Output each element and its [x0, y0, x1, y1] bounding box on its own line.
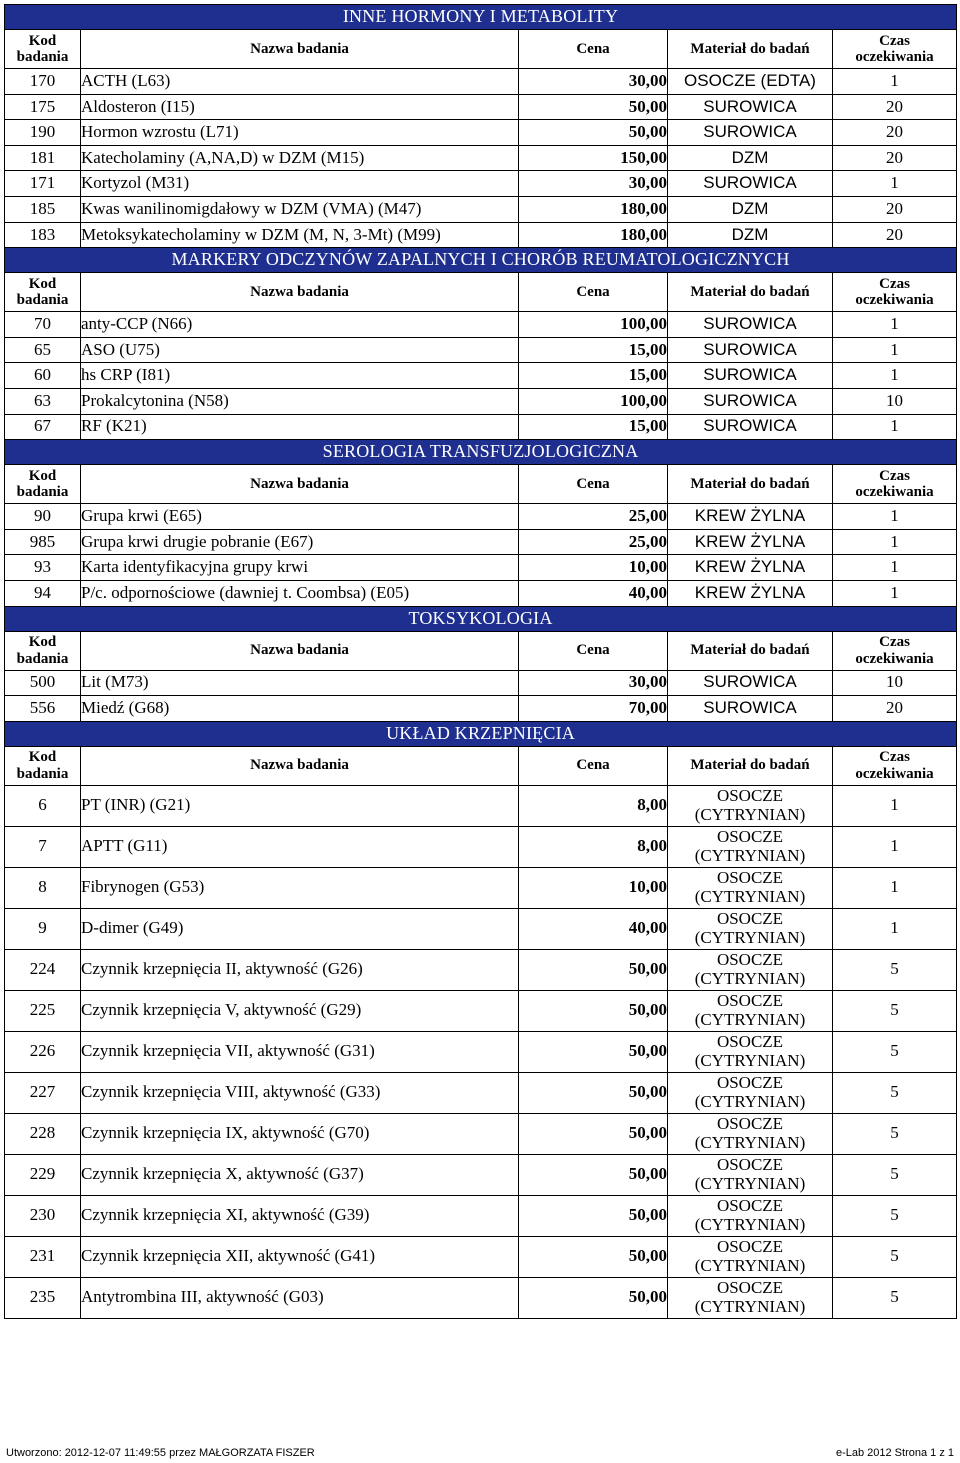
- test-price: 50,00: [519, 949, 668, 990]
- test-wait-time: 5: [833, 1072, 957, 1113]
- test-material: [668, 1072, 833, 1113]
- test-material: KREW ŻYLNA: [668, 504, 833, 530]
- test-name: Czynnik krzepnięcia VII, aktywność (G31): [81, 1031, 519, 1072]
- test-code: 226: [5, 1031, 81, 1072]
- material-line-2: (CYTRYNIAN): [694, 1296, 806, 1316]
- test-code: 181: [5, 145, 81, 171]
- material-line-1: OSOCZE: [716, 991, 784, 1010]
- section-title-row: [5, 5, 957, 30]
- header-material: Materiał do badań: [668, 273, 833, 312]
- test-price: 25,00: [519, 529, 668, 555]
- test-price: 180,00: [519, 222, 668, 248]
- test-name: ASO (U75): [81, 337, 519, 363]
- test-material: [668, 867, 833, 908]
- test-name: P/c. odpornościowe (dawniej t. Coombsa) (E05): [81, 580, 519, 606]
- test-wait-time: 1: [833, 337, 957, 363]
- test-wait-time: 1: [833, 414, 957, 440]
- test-code: 67: [5, 414, 81, 440]
- table-row: [5, 120, 957, 146]
- test-code: 229: [5, 1154, 81, 1195]
- header-price: Cena: [519, 465, 668, 504]
- test-name: APTT (G11): [81, 826, 519, 867]
- section-title: SEROLOGIA TRANSFUZJOLOGICZNA: [5, 440, 957, 465]
- material-line-2: (CYTRYNIAN): [694, 1091, 806, 1111]
- header-code: Kod badania: [5, 465, 81, 504]
- test-wait-time: 1: [833, 580, 957, 606]
- test-code: 230: [5, 1195, 81, 1236]
- material-line-2: (CYTRYNIAN): [694, 1173, 806, 1193]
- test-name: Karta identyfikacyjna grupy krwi: [81, 555, 519, 581]
- table-row: [5, 312, 957, 338]
- test-name: Katecholaminy (A,NA,D) w DZM (M15): [81, 145, 519, 171]
- test-price: 150,00: [519, 145, 668, 171]
- test-wait-time: 20: [833, 94, 957, 120]
- material-line-2: (CYTRYNIAN): [694, 968, 806, 988]
- test-name: Hormon wzrostu (L71): [81, 120, 519, 146]
- table-row: [5, 69, 957, 95]
- table-row: [5, 504, 957, 530]
- test-material: [668, 1236, 833, 1277]
- test-name: Czynnik krzepnięcia IX, aktywność (G70): [81, 1113, 519, 1154]
- test-code: 171: [5, 171, 81, 197]
- header-name: Nazwa badania: [81, 746, 519, 785]
- test-code: 190: [5, 120, 81, 146]
- material-line-1: OSOCZE: [716, 1196, 784, 1215]
- header-name: Nazwa badania: [81, 465, 519, 504]
- test-price: 180,00: [519, 196, 668, 222]
- test-material: SUROWICA: [668, 696, 833, 722]
- test-price: 8,00: [519, 826, 668, 867]
- test-price: 50,00: [519, 1236, 668, 1277]
- table-row: [5, 337, 957, 363]
- price-list-document: [4, 4, 956, 1319]
- table-row: [5, 94, 957, 120]
- test-name: anty-CCP (N66): [81, 312, 519, 338]
- test-code: 170: [5, 69, 81, 95]
- test-price: 70,00: [519, 696, 668, 722]
- test-wait-time: 5: [833, 1236, 957, 1277]
- test-material: DZM: [668, 196, 833, 222]
- table-row: [5, 363, 957, 389]
- table-row: [5, 1195, 957, 1236]
- test-name: Grupa krwi drugie pobranie (E67): [81, 529, 519, 555]
- section-title: UKŁAD KRZEPNIĘCIA: [5, 721, 957, 746]
- test-material: SUROWICA: [668, 312, 833, 338]
- table-row: [5, 949, 957, 990]
- test-name: Fibrynogen (G53): [81, 867, 519, 908]
- table-row: [5, 696, 957, 722]
- test-material: KREW ŻYLNA: [668, 529, 833, 555]
- test-name: Czynnik krzepnięcia II, aktywność (G26): [81, 949, 519, 990]
- test-material: [668, 1195, 833, 1236]
- footer-created-info: Utworzono: 2012-12-07 11:49:55 przez MAŁGORZATA FISZER: [6, 1447, 315, 1459]
- table-row: [5, 1072, 957, 1113]
- test-wait-time: 1: [833, 785, 957, 826]
- test-name: D-dimer (G49): [81, 908, 519, 949]
- test-wait-time: 5: [833, 949, 957, 990]
- test-material: [668, 1113, 833, 1154]
- test-price: 100,00: [519, 388, 668, 414]
- test-wait-time: 5: [833, 990, 957, 1031]
- test-name: Czynnik krzepnięcia VIII, aktywność (G33): [81, 1072, 519, 1113]
- test-name: Grupa krwi (E65): [81, 504, 519, 530]
- test-material: OSOCZE (EDTA): [668, 69, 833, 95]
- test-code: 175: [5, 94, 81, 120]
- header-time: Czas oczekiwania: [833, 631, 957, 670]
- section-title-row: [5, 721, 957, 746]
- column-header-row: [5, 465, 957, 504]
- test-wait-time: 5: [833, 1195, 957, 1236]
- test-material: [668, 949, 833, 990]
- test-wait-time: 1: [833, 504, 957, 530]
- test-code: 8: [5, 867, 81, 908]
- test-name: PT (INR) (G21): [81, 785, 519, 826]
- price-table: [4, 4, 957, 1319]
- test-code: 94: [5, 580, 81, 606]
- test-code: 93: [5, 555, 81, 581]
- test-material: SUROWICA: [668, 120, 833, 146]
- test-price: 50,00: [519, 1277, 668, 1318]
- test-code: 235: [5, 1277, 81, 1318]
- test-code: 985: [5, 529, 81, 555]
- test-code: 500: [5, 670, 81, 696]
- material-line-1: OSOCZE: [716, 1237, 784, 1256]
- test-price: 30,00: [519, 69, 668, 95]
- test-price: 40,00: [519, 580, 668, 606]
- test-name: Kwas wanilinomigdałowy w DZM (VMA) (M47): [81, 196, 519, 222]
- test-code: 183: [5, 222, 81, 248]
- table-row: [5, 388, 957, 414]
- test-name: Miedź (G68): [81, 696, 519, 722]
- test-name: Aldosteron (I15): [81, 94, 519, 120]
- header-name: Nazwa badania: [81, 273, 519, 312]
- test-code: 60: [5, 363, 81, 389]
- test-code: 65: [5, 337, 81, 363]
- table-row: [5, 171, 957, 197]
- material-line-1: OSOCZE: [716, 1073, 784, 1092]
- test-code: 228: [5, 1113, 81, 1154]
- header-code: Kod badania: [5, 30, 81, 69]
- material-line-1: OSOCZE: [716, 1155, 784, 1174]
- material-line-1: OSOCZE: [716, 909, 784, 928]
- test-wait-time: 1: [833, 867, 957, 908]
- test-material: [668, 1031, 833, 1072]
- test-code: 6: [5, 785, 81, 826]
- column-header-row: [5, 30, 957, 69]
- table-row: [5, 1113, 957, 1154]
- test-price: 10,00: [519, 555, 668, 581]
- test-price: 50,00: [519, 1072, 668, 1113]
- header-price: Cena: [519, 273, 668, 312]
- test-price: 8,00: [519, 785, 668, 826]
- table-row: [5, 785, 957, 826]
- test-wait-time: 20: [833, 196, 957, 222]
- test-material: SUROWICA: [668, 337, 833, 363]
- test-price: 100,00: [519, 312, 668, 338]
- test-wait-time: 20: [833, 145, 957, 171]
- header-time: Czas oczekiwania: [833, 273, 957, 312]
- section-title: TOKSYKOLOGIA: [5, 606, 957, 631]
- section-title: INNE HORMONY I METABOLITY: [5, 5, 957, 30]
- test-price: 15,00: [519, 414, 668, 440]
- test-price: 50,00: [519, 1031, 668, 1072]
- test-wait-time: 5: [833, 1113, 957, 1154]
- test-wait-time: 1: [833, 826, 957, 867]
- column-header-row: [5, 631, 957, 670]
- test-material: KREW ŻYLNA: [668, 555, 833, 581]
- table-row: [5, 990, 957, 1031]
- test-price: 50,00: [519, 1195, 668, 1236]
- section-title-row: [5, 248, 957, 273]
- test-code: 70: [5, 312, 81, 338]
- header-name: Nazwa badania: [81, 631, 519, 670]
- table-row: [5, 908, 957, 949]
- table-row: [5, 145, 957, 171]
- header-material: Materiał do badań: [668, 746, 833, 785]
- test-price: 30,00: [519, 670, 668, 696]
- table-row: [5, 826, 957, 867]
- material-line-1: OSOCZE: [716, 950, 784, 969]
- table-row: [5, 1031, 957, 1072]
- test-name: Czynnik krzepnięcia V, aktywność (G29): [81, 990, 519, 1031]
- test-price: 50,00: [519, 120, 668, 146]
- test-price: 30,00: [519, 171, 668, 197]
- test-name: Prokalcytonina (N58): [81, 388, 519, 414]
- test-code: 90: [5, 504, 81, 530]
- test-wait-time: 1: [833, 529, 957, 555]
- test-material: DZM: [668, 222, 833, 248]
- test-price: 50,00: [519, 94, 668, 120]
- test-code: 185: [5, 196, 81, 222]
- test-code: 227: [5, 1072, 81, 1113]
- section-title: MARKERY ODCZYNÓW ZAPALNYCH I CHORÓB REUMATOLOGICZNYCH: [5, 248, 957, 273]
- test-material: SUROWICA: [668, 388, 833, 414]
- test-material: [668, 785, 833, 826]
- test-material: SUROWICA: [668, 414, 833, 440]
- material-line-2: (CYTRYNIAN): [694, 1214, 806, 1234]
- header-material: Materiał do badań: [668, 465, 833, 504]
- test-code: 556: [5, 696, 81, 722]
- test-price: 15,00: [519, 363, 668, 389]
- header-code: Kod badania: [5, 746, 81, 785]
- material-line-2: (CYTRYNIAN): [694, 1255, 806, 1275]
- material-line-2: (CYTRYNIAN): [694, 927, 806, 947]
- test-name: Kortyzol (M31): [81, 171, 519, 197]
- header-time: Czas oczekiwania: [833, 465, 957, 504]
- test-name: Lit (M73): [81, 670, 519, 696]
- table-row: [5, 555, 957, 581]
- table-row: [5, 1236, 957, 1277]
- header-price: Cena: [519, 631, 668, 670]
- test-wait-time: 1: [833, 908, 957, 949]
- test-price: 50,00: [519, 1113, 668, 1154]
- test-wait-time: 20: [833, 222, 957, 248]
- test-price: 10,00: [519, 867, 668, 908]
- test-material: [668, 990, 833, 1031]
- test-material: [668, 826, 833, 867]
- test-code: 231: [5, 1236, 81, 1277]
- test-wait-time: 1: [833, 312, 957, 338]
- section-title-row: [5, 440, 957, 465]
- material-line-2: (CYTRYNIAN): [694, 886, 806, 906]
- material-line-1: OSOCZE: [716, 868, 784, 887]
- table-row: [5, 414, 957, 440]
- header-time: Czas oczekiwania: [833, 30, 957, 69]
- test-price: 50,00: [519, 990, 668, 1031]
- test-code: 224: [5, 949, 81, 990]
- header-price: Cena: [519, 746, 668, 785]
- column-header-row: [5, 273, 957, 312]
- test-material: SUROWICA: [668, 363, 833, 389]
- table-row: [5, 670, 957, 696]
- test-name: Metoksykatecholaminy w DZM (M, N, 3-Mt) (M99): [81, 222, 519, 248]
- test-wait-time: 5: [833, 1031, 957, 1072]
- table-row: [5, 222, 957, 248]
- test-name: Czynnik krzepnięcia XII, aktywność (G41): [81, 1236, 519, 1277]
- test-name: Czynnik krzepnięcia X, aktywność (G37): [81, 1154, 519, 1195]
- footer-page-info: e-Lab 2012 Strona 1 z 1: [835, 1447, 954, 1459]
- test-price: 25,00: [519, 504, 668, 530]
- test-wait-time: 1: [833, 363, 957, 389]
- material-line-1: OSOCZE: [716, 786, 784, 805]
- test-material: KREW ŻYLNA: [668, 580, 833, 606]
- material-line-1: OSOCZE: [716, 827, 784, 846]
- material-line-1: OSOCZE: [716, 1032, 784, 1051]
- header-name: Nazwa badania: [81, 30, 519, 69]
- table-row: [5, 529, 957, 555]
- test-price: 15,00: [519, 337, 668, 363]
- test-wait-time: 10: [833, 388, 957, 414]
- header-price: Cena: [519, 30, 668, 69]
- table-row: [5, 867, 957, 908]
- test-material: SUROWICA: [668, 94, 833, 120]
- test-material: DZM: [668, 145, 833, 171]
- test-code: 9: [5, 908, 81, 949]
- material-line-2: (CYTRYNIAN): [694, 1050, 806, 1070]
- material-line-2: (CYTRYNIAN): [694, 1132, 806, 1152]
- section-title-row: [5, 606, 957, 631]
- test-wait-time: 1: [833, 171, 957, 197]
- table-row: [5, 580, 957, 606]
- test-wait-time: 20: [833, 120, 957, 146]
- material-line-2: (CYTRYNIAN): [694, 804, 806, 824]
- test-code: 225: [5, 990, 81, 1031]
- header-material: Materiał do badań: [668, 30, 833, 69]
- test-material: SUROWICA: [668, 171, 833, 197]
- test-material: [668, 1277, 833, 1318]
- test-material: SUROWICA: [668, 670, 833, 696]
- table-row: [5, 1154, 957, 1195]
- material-line-2: (CYTRYNIAN): [694, 845, 806, 865]
- test-name: ACTH (L63): [81, 69, 519, 95]
- table-row: [5, 196, 957, 222]
- test-wait-time: 5: [833, 1154, 957, 1195]
- table-row: [5, 1277, 957, 1318]
- test-price: 40,00: [519, 908, 668, 949]
- test-material: [668, 1154, 833, 1195]
- test-wait-time: 5: [833, 1277, 957, 1318]
- test-wait-time: 10: [833, 670, 957, 696]
- test-name: hs CRP (I81): [81, 363, 519, 389]
- header-material: Materiał do badań: [668, 631, 833, 670]
- test-wait-time: 20: [833, 696, 957, 722]
- test-wait-time: 1: [833, 69, 957, 95]
- test-name: Czynnik krzepnięcia XI, aktywność (G39): [81, 1195, 519, 1236]
- material-line-1: OSOCZE: [716, 1278, 784, 1297]
- material-line-2: (CYTRYNIAN): [694, 1009, 806, 1029]
- test-name: Antytrombina III, aktywność (G03): [81, 1277, 519, 1318]
- test-price: 50,00: [519, 1154, 668, 1195]
- header-time: Czas oczekiwania: [833, 746, 957, 785]
- test-code: 63: [5, 388, 81, 414]
- header-code: Kod badania: [5, 273, 81, 312]
- header-code: Kod badania: [5, 631, 81, 670]
- test-code: 7: [5, 826, 81, 867]
- test-wait-time: 1: [833, 555, 957, 581]
- test-name: RF (K21): [81, 414, 519, 440]
- column-header-row: [5, 746, 957, 785]
- test-material: [668, 908, 833, 949]
- material-line-1: OSOCZE: [716, 1114, 784, 1133]
